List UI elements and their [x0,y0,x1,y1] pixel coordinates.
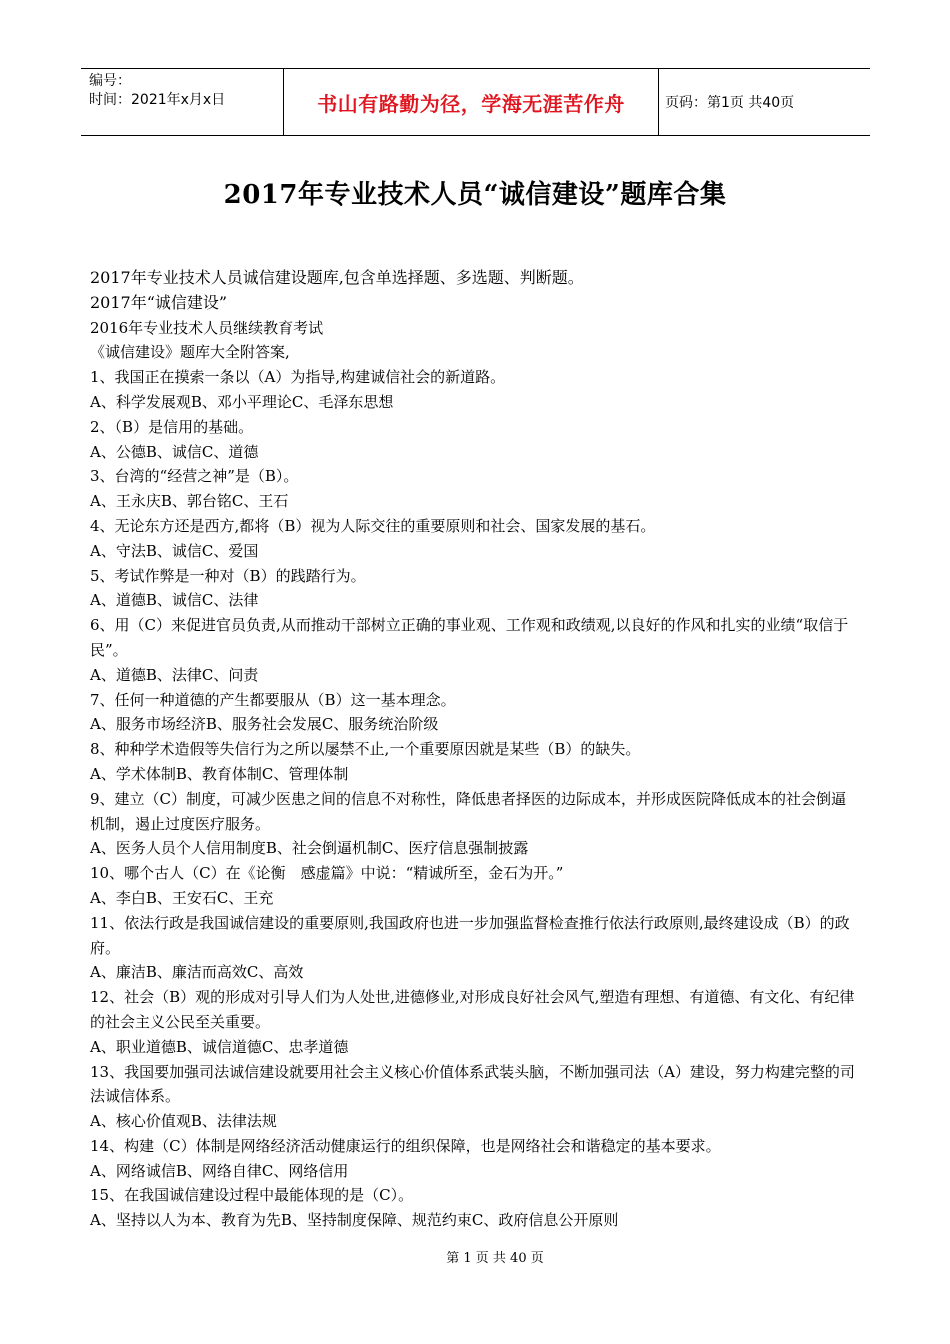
body-line: 3、台湾的“经营之神”是（B）。 [90,467,299,486]
body-line: 2017年专业技术人员诚信建设题库,包含单选择题、多选题、判断题。 [90,268,584,287]
body-line: A、核心价值观B、法律法规 [90,1112,277,1131]
document-title: 2017年专业技术人员“诚信建设”题库合集 [223,180,727,210]
body-line: 2017年“诚信建设” [90,292,228,312]
body-line: A、学术体制B、教育体制C、管理体制 [90,764,349,783]
body-line: A、服务市场经济B、服务社会发展C、服务统治阶级 [90,715,439,734]
header-motto-cell [283,69,659,135]
body-line: A、职业道德B、诚信道德C、忠孝道德 [90,1037,349,1056]
body-line: 11、依法行政是我国诚信建设的重要原则,我国政府也进一步加强监督检查推行依法行政原则,最终建设成（B）的政府。 [90,913,850,957]
header-page-cell [659,69,870,135]
body-line: A、公德B、诚信C、道德 [90,442,259,461]
number-label: 编号： [89,73,131,89]
page-info: 页码：第1页 共40页 [665,95,795,111]
body-line: 8、种种学术造假等失信行为之所以屡禁不止,一个重要原因就是某些（B）的缺失。 [90,740,641,759]
body-line: 1、我国正在摸索一条以（A）为指导,构建诚信社会的新道路。 [90,368,506,387]
body-line: A、廉洁B、廉洁而高效C、高效 [90,963,304,982]
body-line: 10、哪个古人（C）在《论衡 感虚篇》中说：“精诚所至，金石为开。” [90,864,564,883]
body-line: A、坚持以人为本、教育为先B、坚持制度保障、规范约束C、政府信息公开原则 [90,1211,619,1230]
document-header-table [81,68,870,136]
body-line: A、李白B、王安石C、王充 [90,888,274,907]
body-line: 6、用（C）来促进官员负责,从而推动干部树立正确的事业观、工作观和政绩观,以良好的作风和扎实的业绩“取信于民”。 [90,616,849,659]
body-line: 4、无论东方还是西方,都将（B）视为人际交往的重要原则和社会、国家发展的基石。 [90,516,656,535]
body-line: 7、任何一种道德的产生都要服从（B）这一基本理念。 [90,690,456,709]
body-line: 12、社会（B）观的形成对引导人们为人处世,进德修业,对形成良好社会风气,塑造有理想、有道德、有文化、有纪律的社会主义公民至关重要。 [90,988,855,1031]
body-line: 2016年专业技术人员继续教育考试 [90,318,324,337]
body-line: A、医务人员个人信用制度B、社会倒逼机制C、医疗信息强制披露 [90,839,529,858]
body-line: A、守法B、诚信C、爱国 [90,541,259,560]
body-line: 14、构建（C）体制是网络经济活动健康运行的组织保障，也是网络社会和谐稳定的基本要求。 [90,1136,721,1155]
motto-text: 书山有路勤为径，学海无涯苦作舟 [317,91,625,116]
body-line: A、道德B、诚信C、法律 [90,591,259,610]
body-line: 5、考试作弊是一种对（B）的践踏行为。 [90,566,366,585]
body-line: 9、建立（C）制度，可减少医患之间的信息不对称性，降低患者择医的边际成本，并形成医院降低成本的社会倒逼机制，遏止过度医疗服务。 [90,789,847,833]
body-line: 15、在我国诚信建设过程中最能体现的是（C）。 [90,1186,414,1205]
body-line: A、道德B、法律C、问责 [90,665,259,684]
body-line: 2、（B）是信用的基础。 [90,417,254,436]
document-body [90,266,860,1233]
body-line: A、王永庆B、郭台铭C、王石 [90,492,289,511]
time-label: 时间：2021年x月x日 [89,92,226,108]
body-line: A、科学发展观B、邓小平理论C、毛泽东思想 [90,392,394,411]
page-footer: 第 1 页 共 40 页 [446,1251,544,1266]
body-line: A、网络诚信B、网络自律C、网络信用 [90,1161,349,1180]
body-line: 13、我国要加强司法诚信建设就要用社会主义核心价值体系武装头脑，不断加强司法（A）建设，努力构建完整的司法诚信体系。 [90,1062,855,1106]
body-line: 《诚信建设》题库大全附答案, [90,343,290,362]
header-meta-cell [81,69,283,135]
